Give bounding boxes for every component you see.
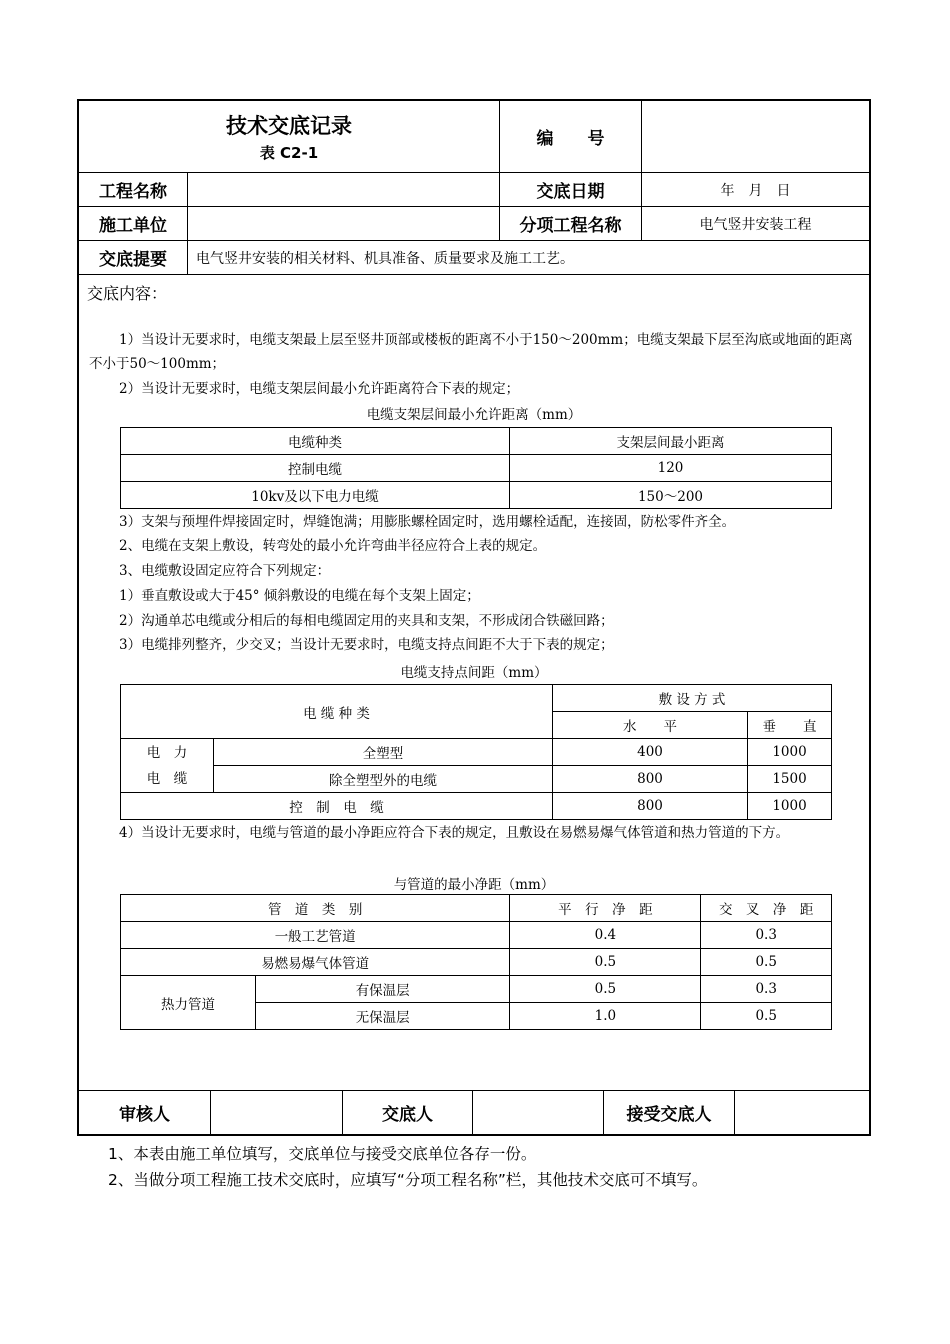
- table-cell: 控 制 电 缆: [121, 793, 553, 820]
- table-row: [121, 922, 832, 949]
- table-header: 敷 设 方 式: [553, 685, 832, 712]
- para-6: 1）垂直敷设或大于45° 倾斜敷设的电缆在每个支架上固定；: [119, 588, 480, 604]
- table-cell: 0.5: [510, 949, 701, 976]
- discloser-label: 交底人: [342, 1091, 472, 1134]
- table-row: [121, 793, 832, 820]
- para-4: 2、电缆在支架上敷设，转弯处的最小允许弯曲半径应符合上表的规定。: [119, 538, 547, 554]
- number-label: 编 号: [499, 101, 641, 172]
- note-2: 2、当做分项工程施工技术交底时，应填写“分项工程名称”栏，其他技术交底可不填写。: [108, 1171, 708, 1189]
- subproject-label: 分项工程名称: [499, 207, 641, 240]
- receiver-label: 接受交底人: [603, 1091, 734, 1134]
- power-cable-line1: 电 力: [146, 744, 188, 761]
- summary-label: 交底提要: [99, 250, 167, 270]
- table-cell: 0.3: [701, 976, 832, 1003]
- table-row: [121, 482, 832, 509]
- table-header: 电缆种类: [121, 428, 510, 455]
- table-cell: 有保温层: [256, 976, 510, 1003]
- table-row: [121, 949, 832, 976]
- form-code: 表 C2-1: [259, 144, 319, 162]
- content-area: [79, 275, 869, 1091]
- table-support-spacing: [120, 684, 832, 820]
- title-block: [79, 101, 499, 172]
- table-cell: 0.3: [701, 922, 832, 949]
- table-pipe-clearance: [120, 894, 832, 1030]
- discloser-field[interactable]: [472, 1091, 603, 1134]
- table-cell: 1000: [748, 793, 832, 820]
- contractor-field[interactable]: [187, 207, 499, 240]
- table-row: [121, 428, 832, 455]
- table-cell: 0.5: [510, 976, 701, 1003]
- table-bracket-spacing: [120, 427, 832, 509]
- para-5: 3、电缆敷设固定应符合下列规定：: [119, 563, 331, 579]
- table-cell: 0.4: [510, 922, 701, 949]
- note-1: 1、本表由施工单位填写，交底单位与接受交底单位各存一份。: [108, 1145, 537, 1163]
- header-row: [79, 101, 869, 173]
- para-3: 3）支架与预埋件焊接固定时，焊缝饱满；用膨胀螺栓固定时，选用螺栓适配，连接固，防松零件齐全。: [119, 514, 736, 530]
- table-cell: 无保温层: [256, 1003, 510, 1030]
- date-field[interactable]: 年 月 日: [641, 173, 869, 206]
- table-header: 水 平: [553, 712, 748, 739]
- contractor-row: [79, 207, 869, 241]
- para-9: 4）当设计无要求时，电缆与管道的最小净距应符合下表的规定，且敷设在易燃易爆气体管道和热力管道的下方。: [119, 825, 790, 841]
- reviewer-label: 审核人: [119, 1105, 170, 1125]
- table-row: [121, 685, 832, 712]
- project-name-label: 工程名称: [99, 182, 167, 202]
- table3-caption: 与管道的最小净距（mm）: [393, 877, 555, 893]
- summary-row: [79, 241, 869, 275]
- table1-caption: 电缆支架层间最小允许距离（mm）: [366, 407, 582, 423]
- contractor-label: 施工单位: [99, 216, 167, 236]
- table-cell: [121, 739, 214, 793]
- table-cell: 10kv及以下电力电缆: [121, 482, 510, 509]
- table-cell: 120: [510, 455, 832, 482]
- signature-row: [79, 1091, 869, 1134]
- table-header: 支架层间最小距离: [510, 428, 832, 455]
- table-cell: 0.5: [701, 1003, 832, 1030]
- form-title: 技术交底记录: [226, 114, 352, 138]
- table-row: [121, 455, 832, 482]
- subproject-field[interactable]: 电气竖井安装工程: [641, 207, 869, 240]
- table-row: [121, 739, 832, 766]
- para-1: 1）当设计无要求时，电缆支架最上层至竖井顶部或楼板的距离不小于150～200mm；电缆支架最下层至沟底或地面的距离不小于50～100mm；: [89, 332, 853, 372]
- table-cell: 易燃易爆气体管道: [121, 949, 510, 976]
- table-cell: 800: [553, 766, 748, 793]
- para-2: 2）当设计无要求时，电缆支架层间最小允许距离符合下表的规定；: [119, 381, 520, 397]
- table-cell: 0.5: [701, 949, 832, 976]
- project-name-field[interactable]: [187, 173, 499, 206]
- table-row: [121, 976, 832, 1003]
- table2-caption: 电缆支持点间距（mm）: [400, 665, 548, 681]
- table-header: 平 行 净 距: [510, 895, 701, 922]
- table-cell: 150～200: [510, 482, 832, 509]
- table-cell: 除全塑型外的电缆: [214, 766, 553, 793]
- form-frame: [77, 99, 871, 1136]
- table-row: [121, 895, 832, 922]
- summary-field[interactable]: 电气竖井安装的相关材料、机具准备、质量要求及施工工艺。: [187, 241, 869, 274]
- content-label: 交底内容：: [87, 284, 168, 303]
- para-7: 2）沟通单芯电缆或分相后的每相电缆固定用的夹具和支架，不形成闭合铁磁回路；: [119, 613, 614, 629]
- table-cell: 全塑型: [214, 739, 553, 766]
- table-header: 垂 直: [748, 712, 832, 739]
- para-8: 3）电缆排列整齐，少交叉；当设计无要求时，电缆支持点间距不大于下表的规定；: [119, 637, 614, 653]
- date-label: 交底日期: [499, 173, 641, 206]
- table-cell: 1500: [748, 766, 832, 793]
- table-row: [121, 766, 832, 793]
- table-header: 管 道 类 别: [121, 895, 510, 922]
- table-cell: 一般工艺管道: [121, 922, 510, 949]
- table-cell: 1000: [748, 739, 832, 766]
- table-cell: 热力管道: [121, 976, 256, 1030]
- table-cell: 800: [553, 793, 748, 820]
- project-row: [79, 173, 869, 207]
- power-cable-line2: 电 缆: [146, 770, 188, 787]
- table-header: 电 缆 种 类: [121, 685, 553, 739]
- table-cell: 控制电缆: [121, 455, 510, 482]
- number-field[interactable]: [641, 101, 869, 172]
- table-cell: 400: [553, 739, 748, 766]
- table-cell: 1.0: [510, 1003, 701, 1030]
- reviewer-field[interactable]: [210, 1091, 342, 1134]
- receiver-field[interactable]: [734, 1091, 869, 1134]
- table-header: 交 叉 净 距: [701, 895, 832, 922]
